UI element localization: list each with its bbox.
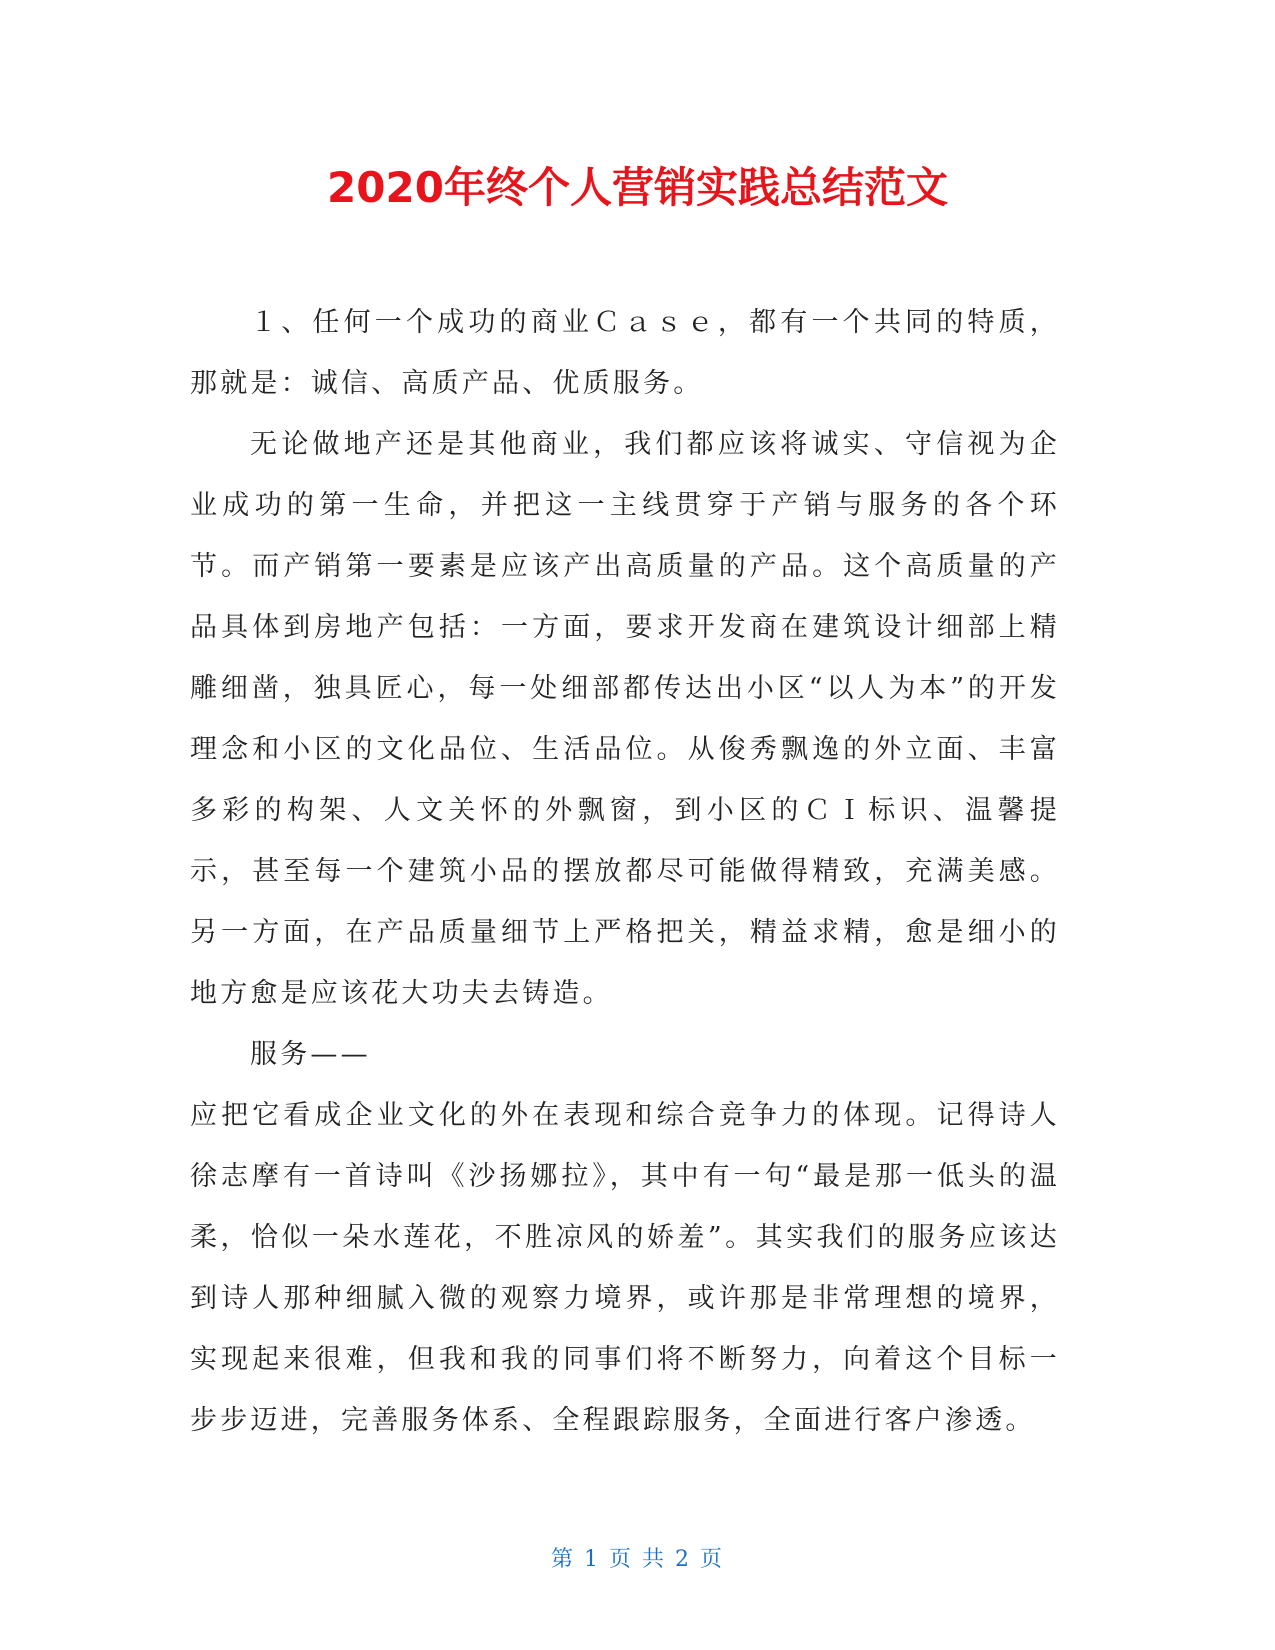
document-title: 2020年终个人营销实践总结范文: [327, 163, 948, 212]
page-number: 第 1 页 共 2 页: [551, 1547, 724, 1572]
paragraph-heading: 服务——: [250, 1039, 371, 1070]
paragraph: 无论做地产还是其他商业，我们都应该将诚实、守信视为企业成功的第一生命，并把这一主线贯穿于产销与服务的各个环节。而产销第一要素是应该产出高质量的产品。这个高质量的产品具体到房地产包括：一方面，要求开发商在建筑设计细部上精雕细凿，独具匠心，每一处细部都传达出小区“以人为本”的开发理念和小区的文化品位、生活品位。从俊秀飘逸的外立面、丰富多彩的构架、人文关怀的外飘窗，到小区的ＣＩ标识、温馨提示，甚至每一个建筑小品的摆放都尽可能做得精致，充满美感。另一方面，在产品质量细节上严格把关，精益求精，愈是细小的地方愈是应该花大功夫去铸造。: [190, 429, 1060, 1009]
paragraph: 应把它看成企业文化的外在表现和综合竞争力的体现。记得诗人徐志摩有一首诗叫《沙扬娜拉》，其中有一句“最是那一低头的温柔，恰似一朵水莲花，不胜凉风的娇羞”。其实我们的服务应该达到诗人那种细腻入微的观察力境界，或许那是非常理想的境界，实现起来很难，但我和我的同事们将不断努力，向着这个目标一步步迈进，完善服务体系、全程跟踪服务，全面进行客户渗透。: [190, 1100, 1060, 1436]
paragraph: １、任何一个成功的商业Ｃａｓｅ，都有一个共同的特质，那就是：诚信、高质产品、优质服务。: [190, 307, 1060, 399]
document-body: [190, 292, 1060, 1451]
